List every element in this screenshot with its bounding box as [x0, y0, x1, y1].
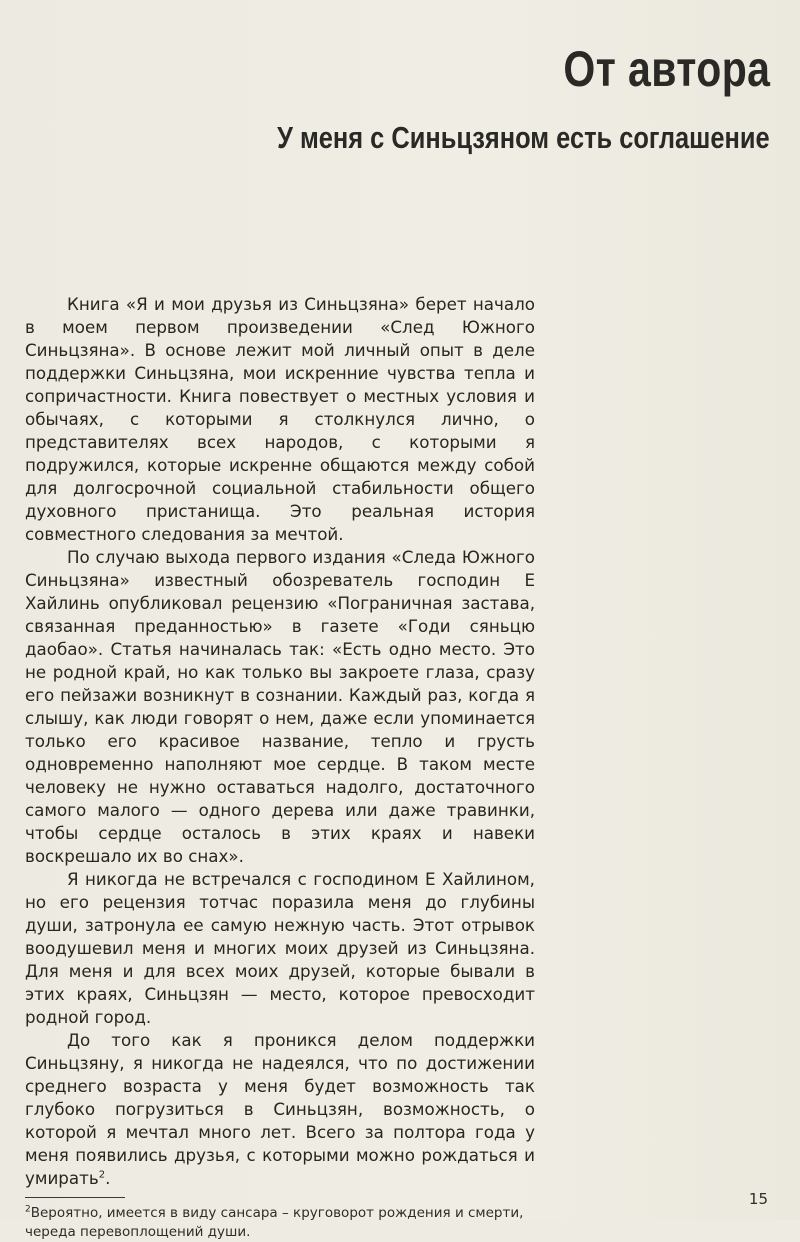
paragraph-text: До того как я проникся делом поддержки Синьцзяну, я никогда не надеялся, что по достижении среднего возраста у меня будет возможность так глубоко погрузиться в Синьцзян, возможность, о которой я мечтал много лет. Всего за полтора года у меня появились друзья, с которыми можно рождаться и умирать [25, 1030, 535, 1188]
paragraph-last: До того как я проникся делом поддержки Синьцзяну, я никогда не надеялся, что по достижении среднего возраста у меня будет возможность так глубоко погрузиться в Синьцзян, возможность, о которой я мечтал много лет. Всего за полтора года у меня появились друзья, с которыми можно рождаться и умирать$^2$. [25, 1030, 535, 1188]
footnote [25, 1204, 535, 1242]
page-number: 15 [748, 1190, 768, 1208]
footnote-divider [25, 1197, 125, 1198]
paragraph: Книга «Я и мои друзья из Синьцзяна» берет начало в моем первом произведении «След Южного Синьцзяна». В основе лежит мой личный опыт в деле поддержки Синьцзяна, мои искренние чувства тепла и сопричастности. Книга повествует о местных условия и обычаях, с которыми я столкнулся лично, о представителях всех народов, с которыми я подружился, которые искренне общаются между собой для долгосрочной социальной стабильности общего духовного пристанища. Это реальная история совместного следования за мечтой. [25, 294, 535, 544]
main-text [25, 293, 535, 1190]
footnote-number: 2 [25, 1204, 31, 1215]
paragraph: Я никогда не встречался с господином Е Хайлином, но его рецензия тотчас поразила меня до глубины души, затронула ее самую нежную часть. Этот отрывок воодушевил меня и многих моих друзей из Синьцзяна. Для меня и для всех моих друзей, которые бывали в этих краях, Синьцзян — место, которое превосходит родной город. [25, 869, 535, 1027]
page-subtitle: У меня с Синьцзяном есть соглашение [277, 120, 770, 155]
paragraph: По случаю выхода первого издания «Следа Южного Синьцзяна» известный обозреватель господин Е Хайлинь опубликовал рецензию «Пограничная застава, связанная преданностью» в газете «Годи сяньцю даобао». Статья начиналась так: «Есть одно место. Это не родной край, но как только вы закроете глаза, сразу его пейзажи возникнут в сознании. Каждый раз, когда я слышу, как люди говорят о нем, даже если упоминается только его красивое название, тепло и грусть одновременно наполняют мое сердце. В таком месте человеку не нужно оставаться надолго, достаточного самого малого — одного дерева или даже травинки, чтобы сердце осталось в этих краях и навеки воскрешало их во снах». [25, 547, 535, 866]
page-title: От автора [563, 41, 770, 97]
footnote-text: Вероятно, имеется в виду сансара – круговорот рождения и смерти, череда перевоплощений души. [25, 1205, 524, 1240]
footnote-reference[interactable]: 2 [98, 1169, 106, 1181]
